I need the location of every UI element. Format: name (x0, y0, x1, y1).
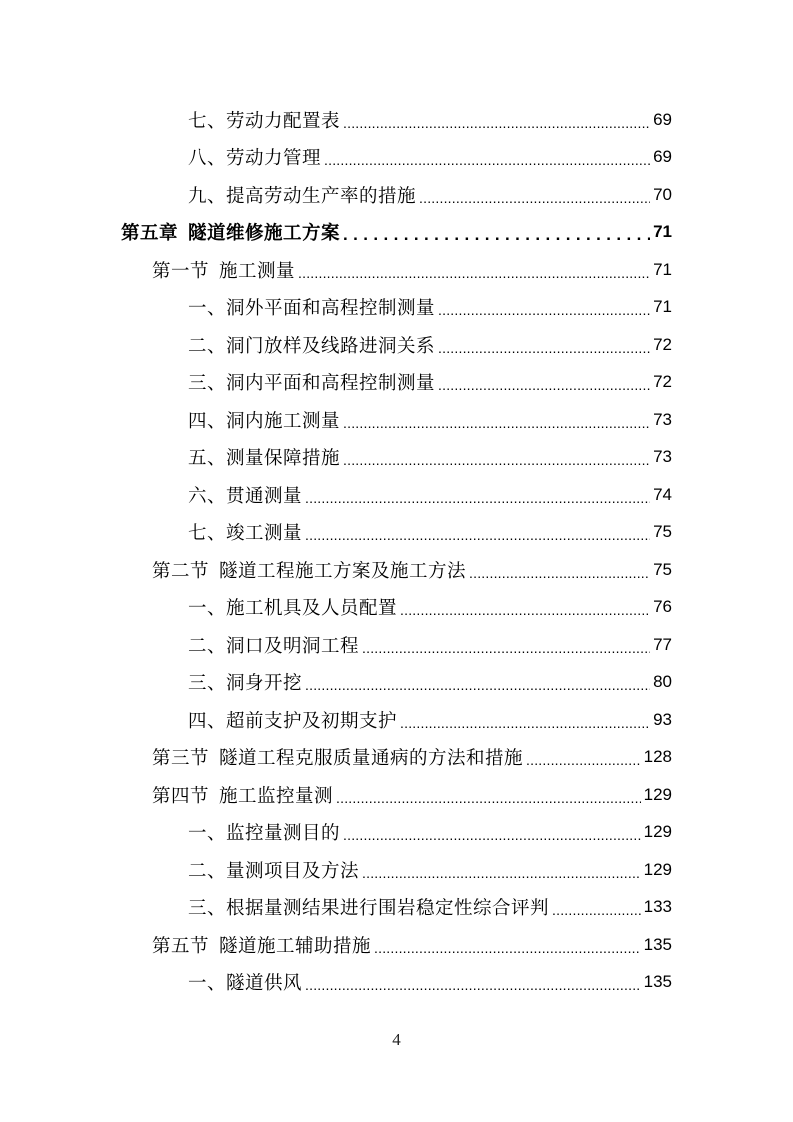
toc-dot-leader (343, 828, 641, 851)
toc-entry-number: 九、 (188, 185, 227, 207)
toc-entry-text: 施工机具及人员配置 (226, 598, 398, 620)
toc-entry-number: 二、 (188, 860, 227, 882)
toc-entry-number: 五、 (188, 448, 227, 470)
toc-entry-number: 四、 (188, 710, 227, 732)
toc-entry-number: 三、 (188, 898, 227, 920)
toc-entry-page: 73 (653, 447, 672, 467)
toc-entry-chapter[interactable] (0, 214, 793, 252)
toc-entry-number: 一、 (188, 973, 227, 995)
toc-entry-page: 80 (653, 672, 672, 692)
toc-entry-section[interactable] (0, 776, 793, 814)
toc-entry-section[interactable] (0, 251, 793, 289)
toc-dot-leader (400, 716, 650, 739)
toc-entry-item[interactable] (0, 814, 793, 852)
toc-entry-title (188, 894, 549, 920)
toc-entry-page: 69 (653, 109, 672, 129)
toc-entry-page: 75 (653, 559, 672, 579)
toc-entry-item[interactable] (0, 326, 793, 364)
toc-entry-item[interactable] (0, 439, 793, 477)
toc-entry-title (152, 744, 523, 770)
toc-dot-leader (305, 491, 650, 514)
toc-entry-text: 施工测量 (219, 260, 296, 282)
toc-entry-number: 二、 (188, 335, 227, 357)
toc-entry-page: 76 (653, 597, 672, 617)
toc-entry-section[interactable] (0, 551, 793, 589)
toc-entry-title (188, 819, 340, 845)
toc-entry-item[interactable] (0, 589, 793, 627)
toc-dot-leader (469, 566, 650, 589)
toc-dot-leader (343, 453, 650, 476)
toc-dot-leader (362, 641, 650, 664)
toc-entry-page: 71 (653, 297, 672, 317)
toc-entry-item[interactable] (0, 289, 793, 327)
toc-dot-leader (336, 791, 641, 814)
toc-entry-item[interactable] (0, 101, 793, 139)
toc-entry-page: 75 (653, 522, 672, 542)
toc-entry-page: 129 (643, 822, 672, 842)
toc-entry-text: 提高劳动生产率的措施 (226, 185, 417, 207)
toc-entry-page: 135 (643, 934, 672, 954)
toc-entry-text: 贯通测量 (226, 485, 303, 507)
toc-entry-title (188, 632, 359, 658)
toc-entry-title (188, 707, 397, 733)
toc-dot-leader (374, 941, 641, 964)
toc-entry-number: 六、 (188, 485, 227, 507)
toc-entry-title (188, 519, 302, 545)
toc-entry-title (188, 857, 359, 883)
toc-entry-title (152, 932, 371, 958)
toc-entry-page: 71 (653, 259, 672, 279)
toc-entry-title (188, 444, 340, 470)
toc-entry-number: 四、 (188, 410, 227, 432)
toc-entry-page: 74 (653, 484, 672, 504)
toc-entry-item[interactable] (0, 176, 793, 214)
toc-entry-title (188, 107, 340, 133)
toc-entry-section[interactable] (0, 926, 793, 964)
toc-dot-leader (419, 191, 650, 214)
toc-entry-page: 128 (643, 747, 672, 767)
toc-entry-title (188, 144, 321, 170)
toc-entry-item[interactable] (0, 139, 793, 177)
toc-entry-text: 根据量测结果进行围岩稳定性综合评判 (226, 898, 550, 920)
toc-entry-item[interactable] (0, 476, 793, 514)
toc-entry-page: 77 (653, 634, 672, 654)
toc-dot-leader (552, 903, 641, 926)
toc-entry-item[interactable] (0, 701, 793, 739)
toc-entry-page: 133 (643, 897, 672, 917)
toc-entry-page: 72 (653, 372, 672, 392)
toc-entry-title (188, 407, 340, 433)
toc-entry-number: 第二节 (152, 560, 210, 582)
toc-dot-leader (343, 116, 650, 139)
toc-entry-text: 隧道供风 (226, 973, 303, 995)
toc-entry-text: 监控量测目的 (226, 823, 341, 845)
toc-entry-text: 洞内施工测量 (226, 410, 341, 432)
toc-entry-number: 一、 (188, 298, 227, 320)
toc-entry-number: 二、 (188, 635, 227, 657)
toc-entry-text: 量测项目及方法 (226, 860, 360, 882)
toc-entry-item[interactable] (0, 364, 793, 402)
toc-entry-item[interactable] (0, 401, 793, 439)
toc-entry-item[interactable] (0, 626, 793, 664)
toc-entry-text: 洞口及明洞工程 (226, 635, 360, 657)
toc-entry-title (152, 257, 295, 283)
toc-entry-text: 洞内平面和高程控制测量 (226, 373, 436, 395)
toc-dot-leader (298, 266, 650, 289)
toc-entry-number: 第五章 (121, 223, 179, 245)
page-number: 4 (392, 1030, 401, 1049)
toc-entry-text: 劳动力配置表 (226, 110, 341, 132)
toc-dot-leader (438, 378, 650, 401)
toc-entry-text: 施工监控量测 (219, 785, 334, 807)
table-of-contents (0, 101, 793, 1001)
toc-entry-text: 洞门放样及线路进洞关系 (226, 335, 436, 357)
toc-entry-title (188, 669, 302, 695)
toc-entry-number: 第一节 (152, 260, 210, 282)
toc-dot-leader (400, 603, 650, 626)
toc-entry-text: 隧道施工辅助措施 (219, 935, 372, 957)
toc-entry-number: 七、 (188, 110, 227, 132)
toc-entry-title (188, 332, 435, 358)
toc-entry-item[interactable] (0, 889, 793, 927)
toc-entry-title (188, 594, 397, 620)
toc-entry-text: 隧道维修施工方案 (188, 223, 341, 245)
toc-entry-text: 测量保障措施 (226, 448, 341, 470)
toc-entry-title (188, 182, 416, 208)
toc-dot-leader (305, 678, 650, 701)
toc-dot-leader (343, 416, 650, 439)
toc-entry-title (152, 782, 333, 808)
toc-entry-page: 69 (653, 147, 672, 167)
toc-entry-number: 一、 (188, 598, 227, 620)
toc-entry-page: 73 (653, 409, 672, 429)
toc-entry-text: 超前支护及初期支护 (226, 710, 398, 732)
toc-entry-text: 洞外平面和高程控制测量 (226, 298, 436, 320)
toc-entry-title (188, 294, 435, 320)
toc-dot-leader (438, 303, 650, 326)
toc-dot-leader (438, 341, 650, 364)
toc-entry-number: 第五节 (152, 935, 210, 957)
toc-entry-title (188, 969, 302, 995)
toc-entry-number: 七、 (188, 523, 227, 545)
toc-entry-title (188, 369, 435, 395)
toc-dot-leader (526, 753, 641, 776)
toc-entry-page: 129 (643, 859, 672, 879)
toc-dot-leader (305, 528, 650, 551)
toc-entry-number: 第三节 (152, 748, 210, 770)
toc-entry-page: 135 (643, 972, 672, 992)
toc-entry-number: 八、 (188, 148, 227, 170)
toc-entry-text: 洞身开挖 (226, 673, 303, 695)
toc-entry-number: 三、 (188, 373, 227, 395)
toc-entry-text: 隧道工程施工方案及施工方法 (219, 560, 467, 582)
toc-entry-page: 93 (653, 709, 672, 729)
toc-entry-text: 竣工测量 (226, 523, 303, 545)
toc-entry-number: 一、 (188, 823, 227, 845)
toc-dot-leader (305, 978, 641, 1001)
toc-dot-leader (343, 226, 650, 251)
toc-entry-item[interactable] (0, 514, 793, 552)
toc-entry-item[interactable] (0, 851, 793, 889)
toc-entry-title (121, 219, 340, 245)
toc-entry-number: 第四节 (152, 785, 210, 807)
toc-entry-title (152, 557, 466, 583)
toc-entry-text: 隧道工程克服质量通病的方法和措施 (219, 748, 524, 770)
toc-entry-page: 129 (643, 784, 672, 804)
toc-entry-text: 劳动力管理 (226, 148, 322, 170)
toc-entry-page: 72 (653, 334, 672, 354)
toc-dot-leader (324, 153, 650, 176)
toc-entry-title (188, 482, 302, 508)
toc-entry-page: 70 (653, 184, 672, 204)
toc-entry-item[interactable] (0, 964, 793, 1002)
toc-entry-section[interactable] (0, 739, 793, 777)
toc-entry-item[interactable] (0, 664, 793, 702)
toc-entry-number: 三、 (188, 673, 227, 695)
toc-entry-page: 71 (653, 222, 672, 242)
toc-dot-leader (362, 866, 641, 889)
